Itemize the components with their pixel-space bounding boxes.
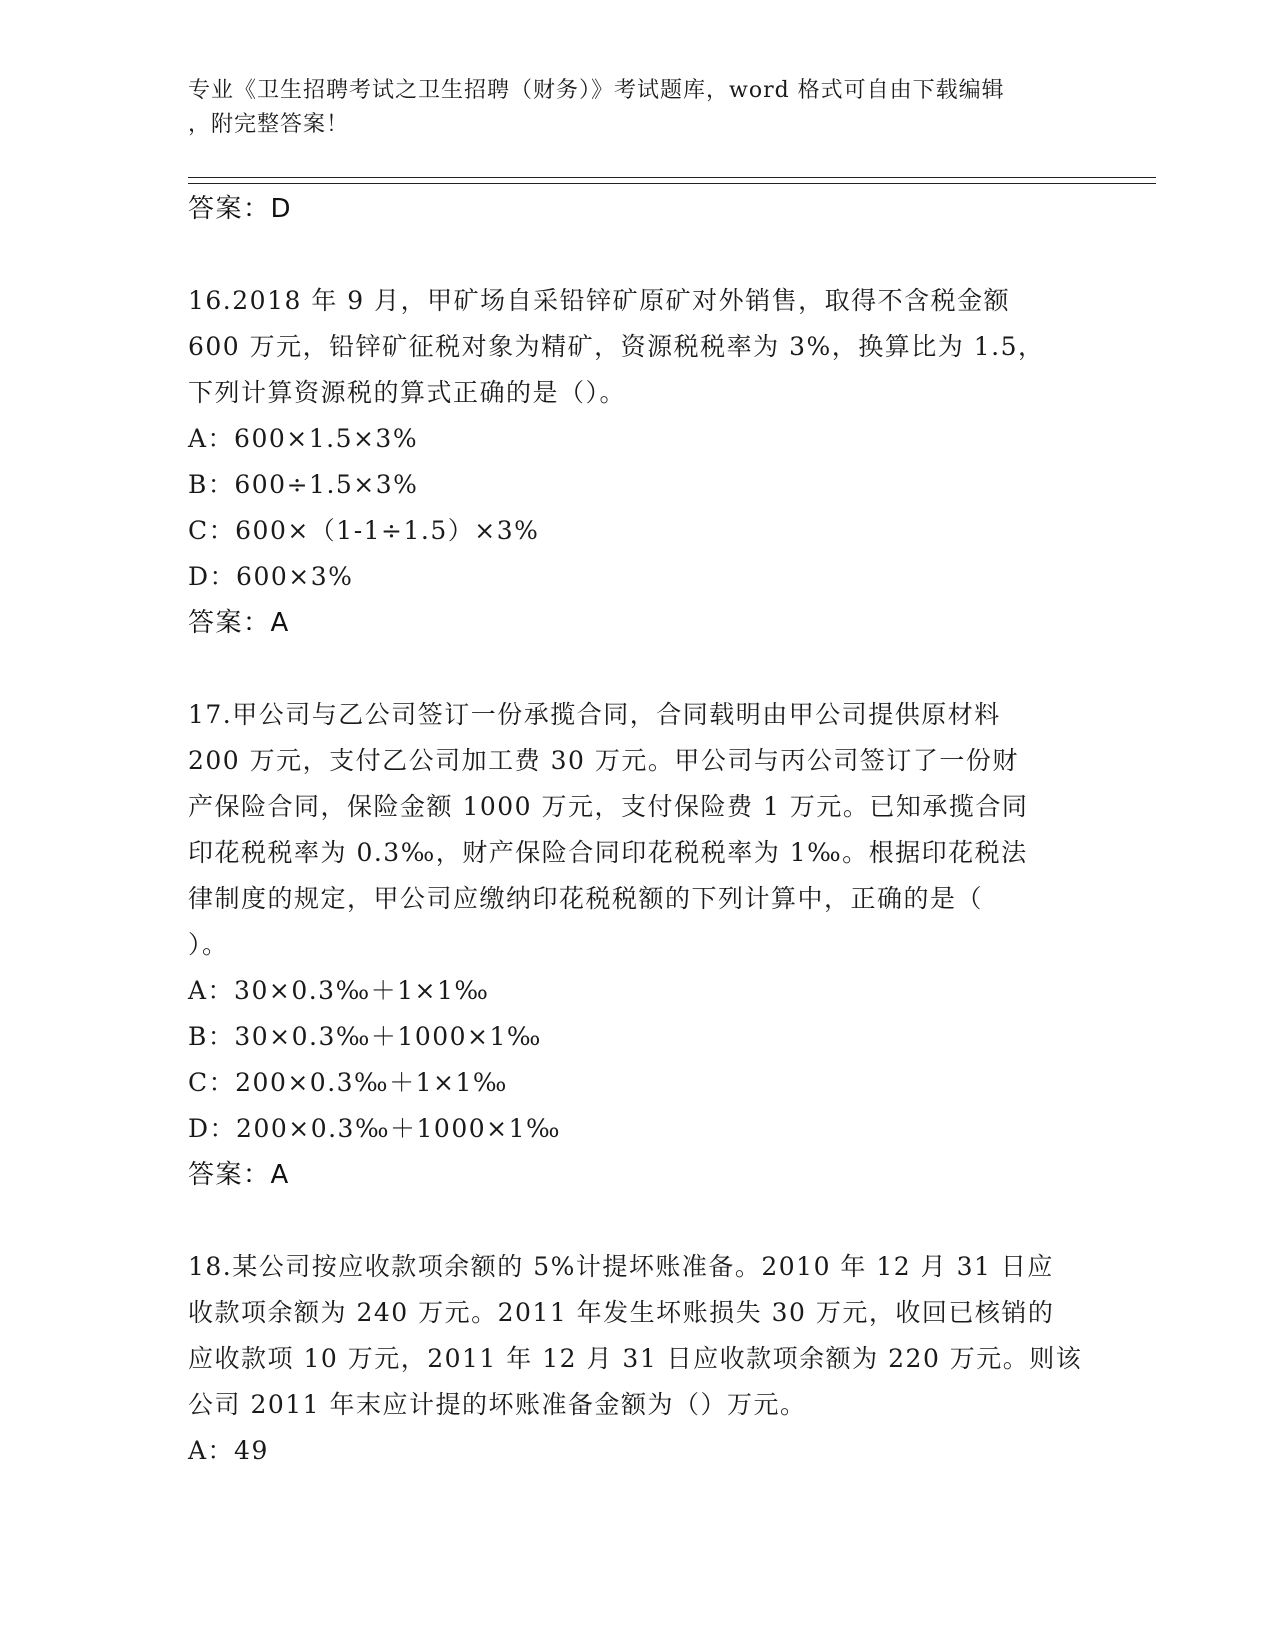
header-divider-bottom	[188, 183, 1156, 184]
question-text-line: 200 万元，支付乙公司加工费 30 万元。甲公司与丙公司签订了一份财	[188, 746, 1019, 775]
option-b: B：600÷1.5×3%	[188, 470, 419, 499]
option-c: C：200×0.3‰＋1×1‰	[188, 1068, 508, 1097]
question-text-line: 18.某公司按应收款项余额的 5%计提坏账准备。2010 年 12 月 31 日应	[188, 1252, 1054, 1281]
option-c: C：600×（1-1÷1.5）×3%	[188, 516, 540, 545]
header-line-1: 专业《卫生招聘考试之卫生招聘（财务）》考试题库，word 格式可自由下载编辑	[188, 78, 1005, 103]
question-text-line: 下列计算资源税的算式正确的是（）。	[188, 378, 627, 407]
question-text-line: 公司 2011 年末应计提的坏账准备金额为（）万元。	[188, 1390, 807, 1419]
question-text-line: 收款项余额为 240 万元。2011 年发生坏账损失 30 万元，收回已核销的	[188, 1298, 1055, 1327]
question-text-line: ）。	[188, 930, 229, 959]
spacer	[188, 232, 1088, 278]
question-text-line: 应收款项 10 万元，2011 年 12 月 31 日应收款项余额为 220 万元。则该	[188, 1344, 1083, 1373]
question-text-line: 600 万元，铅锌矿征税对象为精矿，资源税税率为 3%，换算比为 1.5，	[188, 332, 1045, 361]
option-b: B：30×0.3‰＋1000×1‰	[188, 1022, 542, 1051]
question-text-line: 产保险合同，保险金额 1000 万元，支付保险费 1 万元。已知承揽合同	[188, 792, 1029, 821]
page-header	[188, 74, 1068, 142]
option-d: D：200×0.3‰＋1000×1‰	[188, 1114, 562, 1143]
option-a: A：600×1.5×3%	[188, 424, 419, 453]
header-line-2: ，附完整答案！	[188, 112, 350, 137]
question-16	[188, 278, 1088, 646]
question-text-line: 印花税税率为 0.3‰，财产保险合同印花税税率为 1‰。根据印花税法	[188, 838, 1028, 867]
question-text-line: 16.2018 年 9 月，甲矿场自采铅锌矿原矿对外销售，取得不含税金额	[188, 286, 1011, 315]
question-17	[188, 692, 1088, 1198]
spacer	[188, 1198, 1088, 1244]
spacer	[188, 646, 1088, 692]
option-d: D：600×3%	[188, 562, 354, 591]
page-content	[188, 186, 1088, 1474]
answer-prev: 答案：D	[188, 194, 293, 224]
answer-16: 答案：A	[188, 608, 290, 638]
header-divider-top	[188, 177, 1156, 178]
option-a: A：49	[188, 1436, 269, 1465]
question-text-line: 律制度的规定，甲公司应缴纳印花税税额的下列计算中，正确的是（	[188, 884, 984, 913]
option-a: A：30×0.3‰＋1×1‰	[188, 976, 490, 1005]
answer-17: 答案：A	[188, 1160, 290, 1190]
question-18	[188, 1244, 1088, 1474]
question-text-line: 17.甲公司与乙公司签订一份承揽合同，合同载明由甲公司提供原材料	[188, 700, 1001, 729]
